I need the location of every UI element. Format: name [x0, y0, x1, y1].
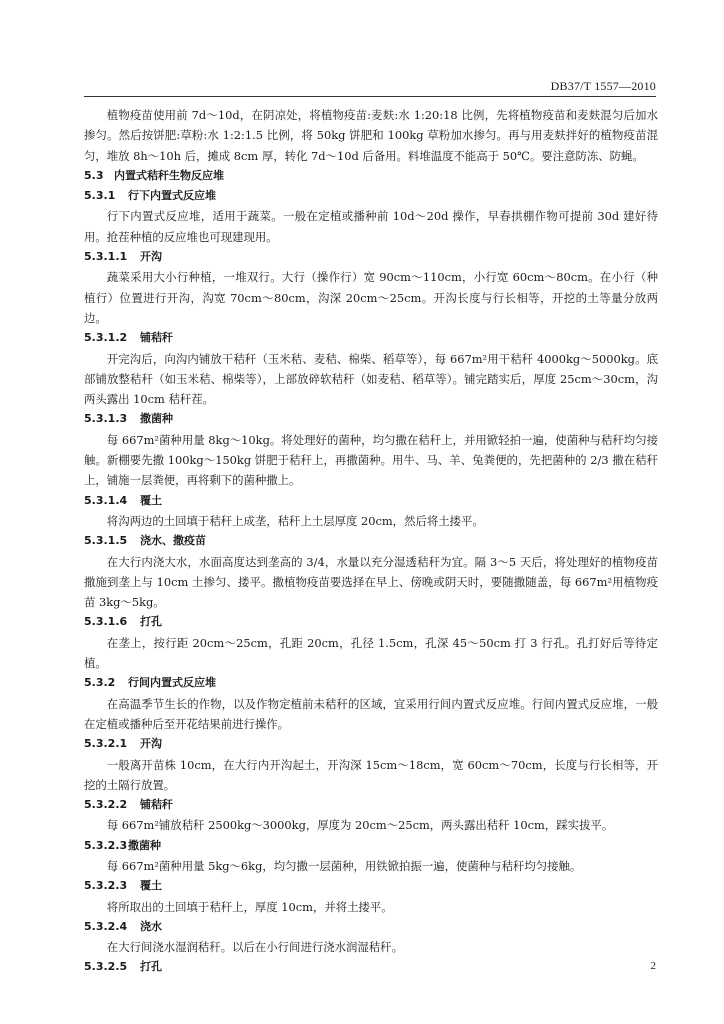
paragraph: 将所取出的土回填于秸秆上，厚度 10cm，并将土搂平。 [106, 899, 393, 914]
section-title: 浇水 [140, 919, 162, 933]
header-divider [84, 96, 656, 97]
section-heading [84, 876, 658, 896]
section-heading [84, 836, 658, 856]
section-heading [84, 166, 658, 186]
paragraph: 开完沟后，向沟内铺放干秸秆（玉米秸、麦秸、棉柴、稻草等），每 667m²用干秸秆 4000kg～5000kg。底部铺放整秸秆（如玉米秸、棉柴等），上部放碎软秸秆（如麦秸、稻草等）。铺完踏实后，厚度 25cm～30cm，沟两头露出 10cm 秸秆茬。 [84, 351, 658, 407]
paragraph: 每 667m²菌种用量 8kg～10kg。将处理好的菌种，均匀撒在秸秆上，并用锨轻拍一遍，使菌种与秸秆均匀接触。新棚要先撒 100kg～150kg 饼肥于秸秆上，再撒菌种。用牛、马、羊、兔粪便的，先把菌种的 2/3 撒在秸秆上，铺施一层粪便，再将剩下的菌种撒上。 [84, 432, 658, 488]
paragraph: 每 667m²铺放秸秆 2500kg～3000kg，厚度为 20cm～25cm，两头露出秸秆 10cm，踩实拔平。 [106, 818, 614, 833]
section-number: 5.3.1.2 [84, 331, 128, 345]
section-heading [84, 328, 658, 348]
page-number: 2 [650, 960, 656, 972]
section-heading [84, 917, 658, 937]
section-title: 撒菌种 [140, 412, 173, 426]
section-heading [84, 612, 658, 632]
paragraph: 在垄上，按行距 20cm～25cm，孔距 20cm，孔径 1.5cm，孔深 45～50cm 打 3 行孔。孔打好后等待定植。 [84, 635, 658, 671]
section-heading [84, 247, 658, 267]
section-number: 5.3.1.5 [84, 534, 128, 548]
section-number: 5.3.1.1 [84, 250, 128, 264]
section-number: 5.3.1.4 [84, 493, 128, 507]
section-heading [84, 491, 658, 511]
section-heading [84, 531, 658, 551]
section-number: 5.3.1 [84, 189, 116, 203]
section-number: 5.3.1.6 [84, 615, 128, 629]
document-code: DB37/T 1557—2010 [550, 79, 656, 93]
section-heading [84, 186, 658, 206]
section-heading [84, 409, 658, 429]
section-title: 开沟 [140, 737, 162, 751]
section-title: 打孔 [140, 960, 162, 974]
section-heading [84, 734, 658, 754]
section-title: 开沟 [140, 250, 162, 264]
paragraph: 一般离开苗株 10cm，在大行内开沟起土，开沟深 15cm～18cm，宽 60cm～70cm，长度与行长相等，开挖的土隔行放置。 [84, 757, 658, 792]
section-title: 覆土 [140, 493, 162, 507]
section-number: 5.3.1.3 [84, 412, 128, 426]
section-title: 覆土 [140, 879, 162, 893]
section-title: 铺秸秆 [140, 798, 173, 812]
section-number: 5.3.2.3 [84, 838, 128, 852]
section-number: 5.3.2.5 [84, 960, 128, 974]
section-title: 铺秸秆 [140, 331, 173, 345]
section-title: 打孔 [140, 615, 162, 629]
section-heading [84, 957, 658, 977]
paragraph: 每 667m²菌种用量 5kg～6kg，均匀撒一层菌种，用铁锨拍振一遍，使菌种与秸秆均匀接触。 [106, 858, 582, 873]
section-number: 5.3.2.3 [84, 879, 128, 893]
section-number: 5.3.2.2 [84, 798, 128, 812]
section-number: 5.3.2 [84, 676, 116, 690]
document-body [84, 105, 658, 978]
section-title: 撒菌种 [128, 838, 161, 852]
paragraph: 在大行内浇大水，水面高度达到垄高的 3/4，水量以充分湿透秸秆为宜。隔 3～5 天后，将处理好的植物疫苗撒施到垄上与 10cm 土掺匀、搂平。撒植物疫苗要选择在早上、傍晚或阴天时，要随撒随盖，每 667m²用植物疫苗 3kg～5kg。 [84, 554, 658, 610]
paragraph: 行下内置式反应堆，适用于蔬菜。一般在定植或播种前 10d～20d 操作，早春拱棚作物可提前 30d 建好待用。抢茬种植的反应堆也可现建现用。 [84, 209, 658, 244]
section-number: 5.3.2.4 [84, 919, 128, 933]
paragraph: 植物疫苗使用前 7d～10d，在阴凉处，将植物疫苗:麦麸:水 1:20:18 比例，先将植物疫苗和麦麸混匀后加水掺匀。然后按饼肥:草粉:水 1:2:1.5 比例，将 50kg 饼肥和 100kg 草粉加水掺匀。再与用麦麸拌好的植物疫苗混匀，堆放 8h～10h 后，摊成 8cm 厚，转化 7d～10d 后备用。料堆温度不能高于 50℃。要注意防冻、防蝇。 [84, 108, 658, 163]
section-number: 5.3 [84, 168, 104, 182]
section-title: 行下内置式反应堆 [128, 189, 216, 203]
section-title: 行间内置式反应堆 [128, 676, 216, 690]
section-heading [84, 795, 658, 815]
paragraph: 蔬菜采用大小行种植，一堆双行。大行（操作行）宽 90cm～110cm，小行宽 60cm～80cm。在小行（种植行）位置进行开沟，沟宽 70cm～80cm，沟深 20cm～25cm。开沟长度与行长相等，开挖的土等量分放两边。 [84, 270, 658, 325]
paragraph: 在大行间浇水湿润秸秆。以后在小行间进行浇水润湿秸秆。 [106, 940, 403, 955]
section-title: 浇水、撒疫苗 [140, 534, 206, 548]
paragraph: 在高温季节生长的作物，以及作物定植前未秸秆的区域，宜采用行间内置式反应堆。行间内置式反应堆，一般在定植或播种后至开花结果前进行操作。 [84, 696, 658, 731]
section-number: 5.3.2.1 [84, 737, 128, 751]
paragraph: 将沟两边的土回填于秸秆上成垄，秸秆上土层厚度 20cm，然后将土搂平。 [106, 513, 484, 528]
section-title: 内置式秸秆生物反应堆 [114, 168, 224, 182]
section-heading [84, 673, 658, 693]
